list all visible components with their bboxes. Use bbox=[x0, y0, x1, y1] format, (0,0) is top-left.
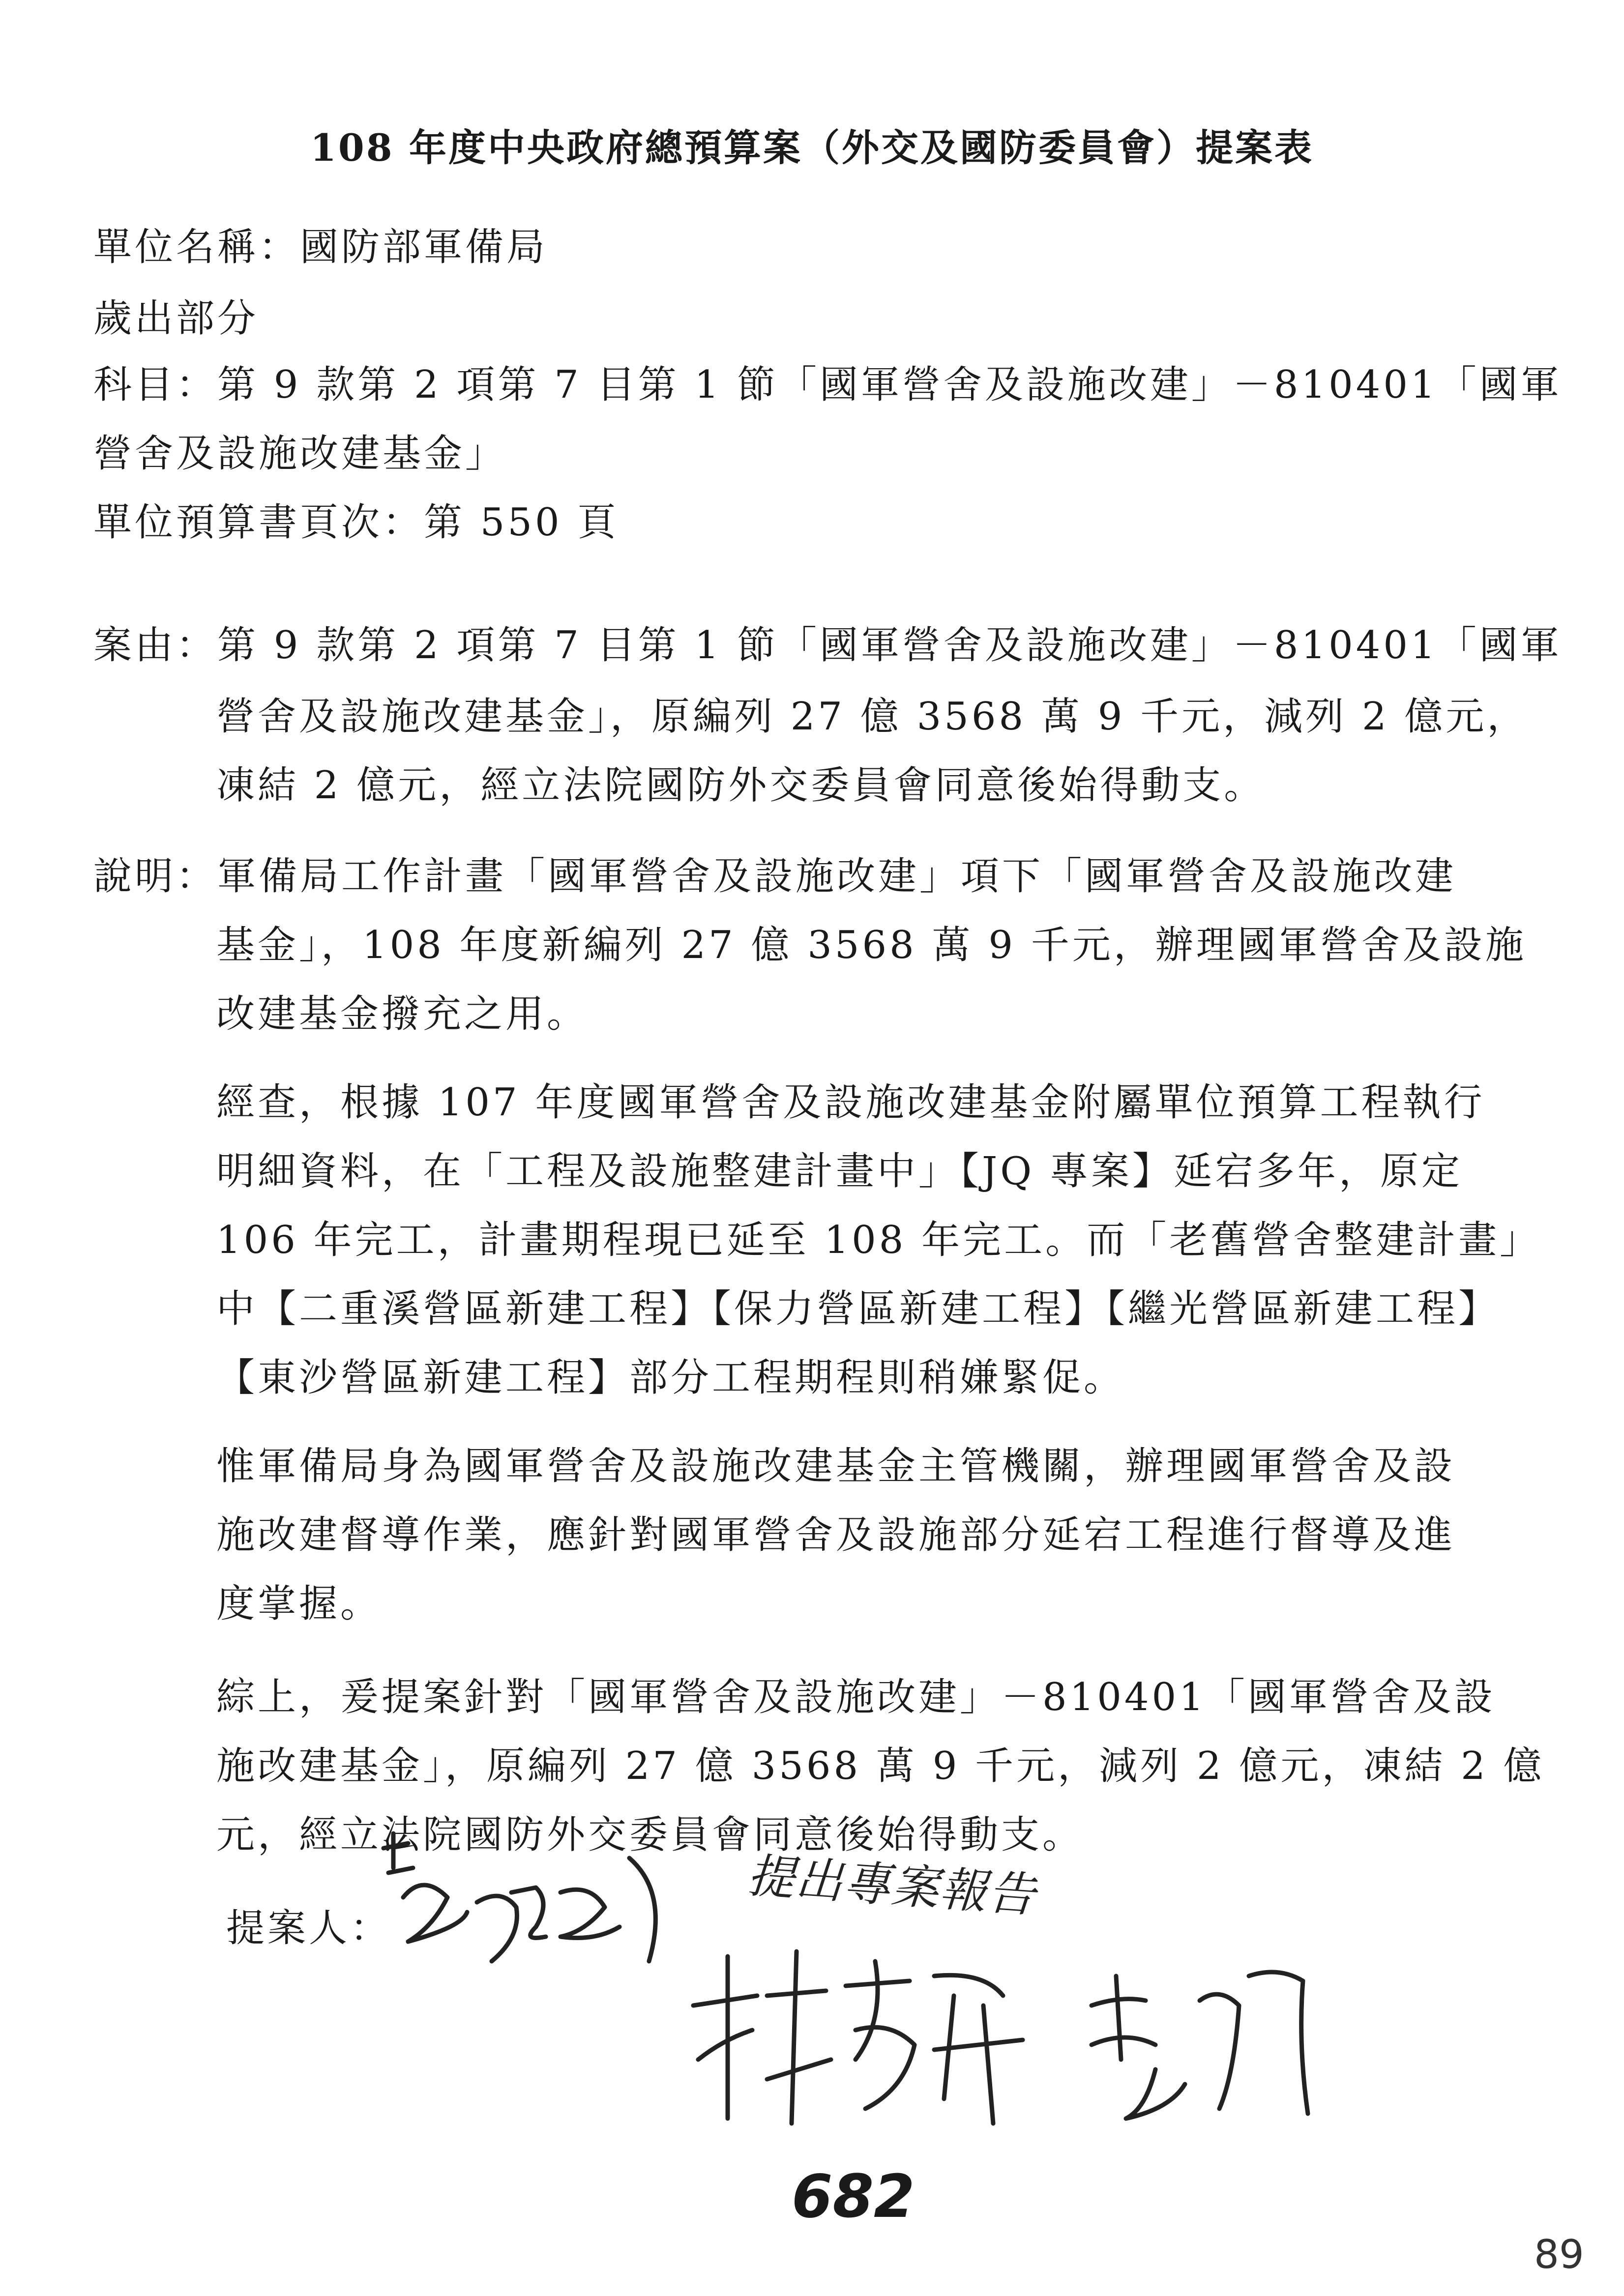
explanation-p2-line-4: 中【二重溪營區新建工程】【保力營區新建工程】【繼光營區新建工程】 bbox=[216, 1287, 1500, 1331]
explanation-p1-line-3: 改建基金撥充之用。 bbox=[216, 992, 589, 1036]
section-label: 歲出部分 bbox=[93, 296, 259, 341]
scan-number: 89 bbox=[1534, 2232, 1584, 2277]
explanation-p2-line-5: 【東沙營區新建工程】部分工程期程則稍嫌緊促。 bbox=[216, 1356, 1125, 1400]
case-line-1: 案由：第 9 款第 2 項第 7 目第 1 節「國軍營舍及設施改建」－810401「國軍 bbox=[93, 623, 1562, 668]
explanation-p4-line-3: 元，經立法院國防外交委員會同意後始得動支。 bbox=[216, 1813, 1084, 1857]
explanation-p1-line-2: 基金」，108 年度新編列 27 億 3568 萬 9 千元，辦理國軍營舍及設施 bbox=[216, 923, 1527, 967]
page-number: 682 bbox=[792, 2163, 915, 2231]
case-line-2: 營舍及設施改建基金」，原編列 27 億 3568 萬 9 千元，減列 2 億元， bbox=[216, 695, 1529, 739]
explanation-p3-line-3: 度掌握。 bbox=[216, 1582, 382, 1626]
page-reference: 單位預算書頁次：第 550 頁 bbox=[93, 500, 619, 545]
explanation-p2-line-1: 經查，根據 107 年度國軍營舍及設施改建基金附屬單位預算工程執行 bbox=[216, 1080, 1485, 1125]
signature-1 bbox=[374, 1814, 679, 1976]
document-title: 108 年度中央政府總預算案（外交及國防委員會）提案表 bbox=[310, 126, 1314, 170]
case-line-3: 凍結 2 億元，經立法院國防外交委員會同意後始得動支。 bbox=[216, 763, 1266, 808]
explanation-p2-line-3: 106 年完工，計畫期程現已延至 108 年完工。而「老舊營舍整建計畫」 bbox=[216, 1218, 1541, 1262]
proposer-label: 提案人： bbox=[226, 1906, 392, 1950]
explanation-p2-line-2: 明細資料，在「工程及設施整建計畫中」【JQ 專案】延宕多年，原定 bbox=[216, 1149, 1463, 1193]
subject-line-1: 科目：第 9 款第 2 項第 7 目第 1 節「國軍營舍及設施改建」－810401「國軍 bbox=[93, 363, 1562, 407]
explanation-p4-line-1: 綜上，爰提案針對「國軍營舍及設施改建」－810401「國軍營舍及設 bbox=[216, 1675, 1496, 1719]
explanation-p4-line-2: 施改建基金」，原編列 27 億 3568 萬 9 千元，減列 2 億元，凍結 2 億 bbox=[216, 1744, 1545, 1788]
signature-3 bbox=[1072, 1947, 1347, 2133]
explanation-p3-line-1: 惟軍備局身為國軍營舍及設施改建基金主管機關，辦理國軍營舍及設 bbox=[216, 1444, 1456, 1488]
handwritten-note: 提出專案報告 bbox=[745, 1848, 1038, 1923]
unit-name: 單位名稱：國防部軍備局 bbox=[93, 225, 548, 269]
explanation-p3-line-2: 施改建督導作業，應針對國軍營舍及設施部分延宕工程進行督導及進 bbox=[216, 1513, 1456, 1557]
signature-2 bbox=[679, 1932, 1052, 2138]
explanation-p1-line-1: 說明：軍備局工作計畫「國軍營舍及設施改建」項下「國軍營舍及設施改建 bbox=[93, 854, 1457, 899]
subject-line-2: 營舍及設施改建基金」 bbox=[93, 432, 507, 476]
